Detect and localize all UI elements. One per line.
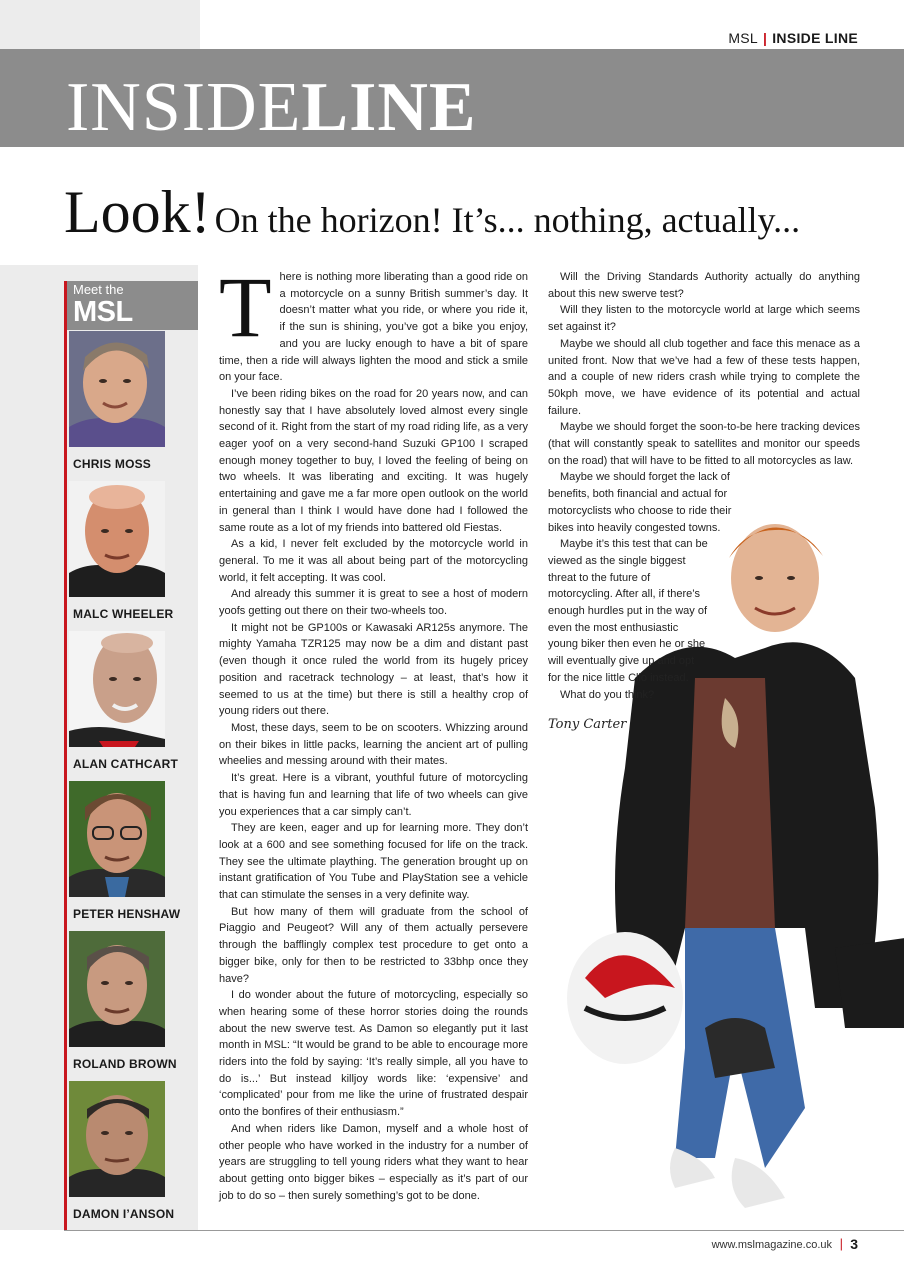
- article-paragraph: There is nothing more liberating than a good ride on a motorcycle on a sunny British summer’s day. It doesn’t matter what you ride, or where you ride it, if the sun is shining, you’ve got a bike you enjoy, and you are lucky enough to have a bit of spare time, then a ride will always lighten the mood and stick a smile on your face.: [219, 259, 528, 384]
- team-member-name: CHRIS MOSS: [73, 457, 152, 471]
- headline: [64, 178, 800, 247]
- team-header: [67, 281, 198, 330]
- article-paragraph: I’ve been riding bikes on the road for 20 years now, and can honestly say that I have absolutely loved almost every single second of it. Right from the start of my road riding life, as a very eager yoof on a very second-hand Suzuki GP100 I scraped enough money together to buy, I loved the feeling of being on two wheels. It was liberating and exciting. It was hugely entertaining and gave me a far more open outlook on the world in general than I think I would have done had I followed the same route as a lot of my friends into battered old Fiestas.: [219, 387, 528, 534]
- article-paragraph: Will the Driving Standards Authority actually do anything about this new swerve test?: [548, 271, 860, 300]
- footer-rule: [64, 1230, 904, 1231]
- article-paragraph: They are keen, eager and up for learning more. They don’t look at a 600 and see something focused for life on the track. They see the ultimate plaything. The generation brought up on instant gratification of You Tube and PlayStation see a vehicle that can stimulate the senses in a very definite way.: [219, 822, 528, 902]
- portrait-photo: [69, 1081, 165, 1197]
- team-member: [67, 481, 198, 621]
- drop-cap: T: [219, 259, 272, 355]
- section-tag: [728, 30, 858, 46]
- portrait-photo: [69, 331, 165, 447]
- article-paragraph: Maybe we should all club together and face this menace as a united front. Now that we’ve had a few of these tests happen, and a couple of new riders crash while trying to complete the 50kph move, we have evidence of its potential and actual failure.: [548, 337, 860, 417]
- article-paragraph: Will they listen to the motorcycle world at large which seems set against it?: [548, 304, 860, 334]
- article-paragraph: It’s great. Here is a vibrant, youthful future of motorcycling that is having fun and learning that life of two wheels can give you experiences that a car simply can’t.: [219, 772, 528, 818]
- portrait-photo: [69, 931, 165, 1047]
- headline-big: Look!: [64, 179, 211, 245]
- article-column-2: [548, 269, 860, 734]
- article-paragraph: It might not be GP100s or Kawasaki AR125s anymore. The mighty Yamaha TZR125 may now be a dim and distant past (even though it once ruled the world from its hugely pricey position and racetrack technology – at least, that’s how it seemed to us at the time) but there is still a healthy crop of young riders out there.: [219, 621, 528, 718]
- article-paragraph: And already this summer it is great to see a host of modern yoofs getting out there on their two-wheels too.: [219, 588, 528, 618]
- article-paragraph: But how many of them will graduate from the school of Piaggio and Peugeot? Will any of them actually persevere through the bafflingly complex test procedure to get onto a bigger bike, only for then to be restricted to 33bhp once they have?: [219, 905, 528, 985]
- team-member: [67, 931, 198, 1071]
- article-paragraph: Maybe we should forget the soon-to-be here tracking devices (that will constantly speak to satellites and monitor our speeds on the road) that will have to be fitted to all motorcycles as law.: [548, 421, 860, 467]
- article-paragraph: What do you think?: [560, 688, 655, 701]
- team-member-name: DAMON I’ANSON: [73, 1207, 175, 1221]
- team-member: [67, 781, 198, 921]
- article-paragraph: Maybe it’s this test that can be viewed as the single biggest threat to the future of motorcycling. After all, if there’s enough hurdles put in the way of even the most enthusiastic young biker then even he or she will eventually give up and opt for the nice little Clio instead.: [548, 538, 708, 684]
- team-member-name: ALAN CATHCART: [73, 757, 179, 771]
- article-column-1: [219, 259, 528, 1204]
- team-member-name: PETER HENSHAW: [73, 907, 181, 921]
- team-member: [67, 631, 198, 771]
- team-member-name: MALC WHEELER: [73, 607, 174, 621]
- footer-website: www.mslmagazine.co.uk: [711, 1239, 832, 1251]
- portrait-photo: [69, 631, 165, 747]
- team-member-name: ROLAND BROWN: [73, 1057, 177, 1071]
- team-member: [67, 1081, 198, 1221]
- team-header-meet: Meet the: [73, 282, 124, 297]
- portrait-photo: [69, 481, 165, 597]
- top-grey-tab: [0, 0, 200, 50]
- banner-title: [66, 69, 477, 146]
- section-name: INSIDE LINE: [772, 30, 858, 46]
- author-signature: Tony Carter: [548, 717, 627, 733]
- section-divider: |: [763, 30, 768, 46]
- banner-title-part1: INSIDE: [66, 69, 302, 146]
- article-paragraph: And when riders like Damon, myself and a whole host of other people who have worked in the industry for a number of years are struggling to tell young riders what they want to hear about getting onto bigger bikes – especially as it’s part of our job to do so – then surely something’s got to be done.: [219, 1122, 528, 1202]
- article-paragraph: As a kid, I never felt excluded by the motorcycle world in general. To me it was all about being part of the motorcycling world, it felt accepting. It was cool.: [219, 538, 528, 584]
- page-number: 3: [850, 1236, 858, 1252]
- article-paragraph: I do wonder about the future of motorcycling, especially so when hearing some of these horror stories doing the rounds about the new swerve test. As Damon so elegantly put it last month in MSL: “It would be grand to be able to encourage more riders into the fold by saying: ‘It’s really simple, all you have to do is...’ But instead killjoy words like: ‘expensive’ and ‘complicated’ pour from me like the urine of frustrated despair onto the bonfires of their enthusiasm.”: [219, 989, 528, 1119]
- banner-title-part2: LINE: [301, 69, 477, 146]
- headline-rest: On the horizon! It’s... nothing, actually...: [214, 200, 801, 240]
- team-member: [67, 331, 198, 471]
- article-paragraph: Maybe we should forget the lack of benefits, both financial and actual for motorcyclists who choose to ride their bikes into heavily congested towns.: [548, 471, 732, 534]
- article-paragraph: Most, these days, seem to be on scooters. Whizzing around on their bikes in little packs, learning the ancient art of pulling wheelies and messing around with their mates.: [219, 721, 528, 768]
- footer-separator: |: [839, 1236, 843, 1251]
- team-header-title: MSL: [73, 296, 133, 328]
- section-pre: MSL: [728, 30, 759, 46]
- portrait-photo: [69, 781, 165, 897]
